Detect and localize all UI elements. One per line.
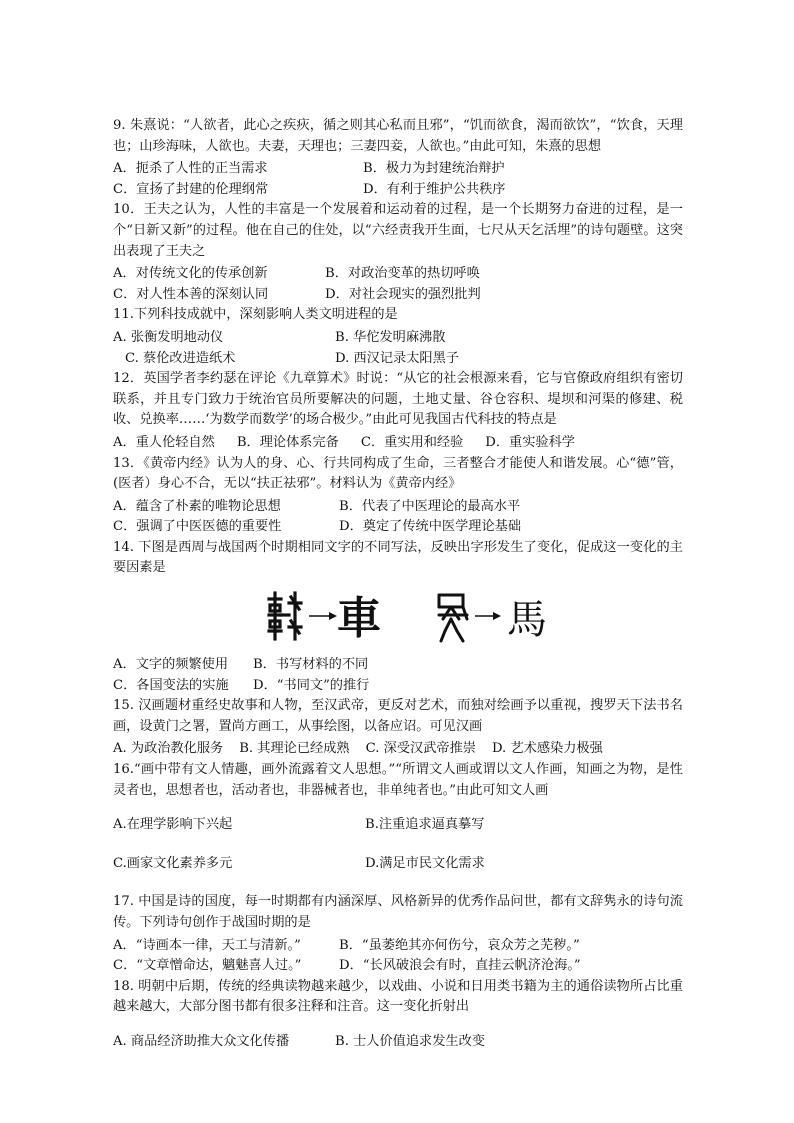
question-13 [113,454,683,538]
option-a[interactable]: A．文字的频繁使用 [113,657,229,673]
option-row [113,497,683,518]
question-12 [113,369,683,453]
option-a[interactable]: A．重人伦轻自然 [113,434,215,450]
option-a[interactable]: A. 为政治教化服务 [113,741,224,757]
option-row [113,159,683,180]
ancient-chariot-glyph [269,593,301,639]
option-b[interactable]: B．对政治变革的热切呼唤 [325,266,480,282]
option-c[interactable]: C.画家文化素养多元 [113,855,233,871]
option-b[interactable]: B．“虽萎绝其亦何伤兮，哀众芳之芜秽。” [339,937,580,953]
arrow-icon [475,612,501,620]
exam-page [113,116,683,1071]
question-stem: 17. 中国是诗的国度，每一时期都有内涵深厚、风格新异的优秀作品问世，都有文辞隽永的诗句流传。下列诗句创作于战国时期的是 [113,894,683,930]
option-d[interactable]: D．对社会现实的强烈批判 [325,286,481,302]
option-row [113,1032,683,1053]
question-stem: 18. 明朝中后期，传统的经典读物越来越少，以戏曲、小说和日用类书籍为主的通俗读物所占比重越来越大，大部分图书都有很多注释和注音。这一变化折射出 [113,978,683,1015]
question-11 [113,305,683,369]
question-stem: 12．英国学者李约瑟在评论《九章算术》时说：“从它的社会根源来看，它与官僚政府组织有密切联系，并且专门致力于统治官员所要解决的问题，土地丈量、谷仓容积、堤坝和河渠的修建、税收、兑换率……‘为数学而数学’的场合极少。”由此可见我国古代科技的特点是 [113,371,683,428]
option-c[interactable]: C．重实用和经验 [360,434,464,450]
option-c[interactable]: C．“文章憎命达，魑魅喜人过。” [113,958,302,974]
chariot-glyph-simplified: 車 [337,593,381,645]
question-stem: 10．王夫之认为，人性的丰富是一个发展着和运动着的过程，是一个长期努力奋进的过程，是一个“日新又新”的过程。他在自己的住处，以“六经责我开生面，七尺从天乞活埋”的诗句题壁。这突出表现了王夫之 [113,202,683,259]
option-d[interactable]: D.满足市民文化需求 [365,855,485,871]
option-row [113,739,683,760]
question-stem: 16.“画中带有文人情趣，画外流露着文人思想。”“所谓文人画或谓以文人作画，知画之为物，是性灵者也，思想者也，活动者也，非器械者也，非单纯者也。”由此可知文人画 [113,762,683,798]
option-c[interactable]: C. 蔡伦改进造纸术 [125,350,236,366]
horse-glyph-simplified: 馬 [507,597,547,644]
option-row [113,815,683,836]
option-row [113,655,683,676]
question-14 [113,538,683,696]
option-b[interactable]: B．理论体系完备 [236,434,339,450]
option-a[interactable]: A.在理学影响下兴起 [113,817,233,833]
option-d[interactable]: D．重实验科学 [485,434,575,450]
option-a[interactable]: A. 商品经济助推大众文化传播 [113,1033,290,1049]
option-c[interactable]: C. 深受汉武帝推崇 [365,741,476,757]
option-b[interactable]: B．极力为封建统治辩护 [363,161,505,177]
option-c[interactable]: C．宣扬了封建的伦理纲常 [113,181,269,197]
option-a[interactable]: A．对传统文化的传承创新 [113,266,268,282]
option-row [113,956,683,977]
arrow-icon [309,612,337,620]
option-row [113,936,683,957]
option-b[interactable]: B．书写材料的不同 [253,657,369,673]
option-b[interactable]: B. 其理论已经成熟 [239,741,350,757]
question-10 [113,200,683,305]
question-stem: 11.下列科技成就中，深刻影响人类文明进程的是 [113,307,398,323]
ancient-horse-glyph [439,595,467,641]
option-d[interactable]: D. 艺术感染力极强 [491,741,603,757]
option-row [113,517,683,538]
question-stem: 9. 朱熹说：“人欲者，此心之疾疢，循之则其心私而且邪”，“饥而欲食，渴而欲饮”，“饮食，天理也；山珍海味，人欲也。夫妻，天理也；三妻四妾，人欲也。”由此可知，朱熹的思想 [113,118,683,154]
option-row [113,264,683,285]
option-a[interactable]: A．“诗画本一律，天工与清新。” [113,937,301,953]
question-stem: 14. 下图是西周与战国两个时期相同文字的不同写法，反映出字形发生了变化，促成这一变化的主要因素是 [113,539,683,576]
option-c[interactable]: C．强调了中医医德的重要性 [113,519,282,535]
question-9 [113,116,683,200]
question-stem: 13．《黄帝内经》认为人的身、心、行共同构成了生命，三者整合才能使人和谐发展。心“德”管，(医者）身心不合，无以“扶正祛邪”。材料认为《黄帝内经》 [113,455,683,492]
question-17 [113,892,683,976]
option-c[interactable]: C．对人性本善的深刻认同 [113,286,269,302]
option-row [113,676,683,697]
option-c[interactable]: C．各国变法的实施 [113,677,229,693]
option-d[interactable]: D．“书同文”的推行 [253,677,370,693]
option-row [113,854,683,875]
option-b[interactable]: B.注重追求逼真摹写 [365,817,485,833]
option-row [113,349,683,370]
option-row [113,433,683,454]
option-b[interactable]: B．代表了中医理论的最高水平 [339,498,521,514]
option-d[interactable]: D. 西汉记录太阳黑子 [335,350,459,366]
option-a[interactable]: A. 张衡发明地动仪 [113,329,224,345]
option-a[interactable]: A．扼杀了人性的正当需求 [113,161,268,177]
option-b[interactable]: B. 士人价值追求发生改变 [335,1033,485,1049]
question-15 [113,696,683,760]
option-row [113,328,683,349]
question-16 [113,760,683,874]
option-d[interactable]: D．有利于维护公共秩序 [363,181,506,197]
option-row [113,285,683,306]
option-row [113,180,683,201]
option-d[interactable]: D．奠定了传统中医学理论基础 [339,519,522,535]
script-evolution-image [267,585,557,647]
script-evolution-figure [141,585,683,647]
question-18 [113,977,683,1053]
option-a[interactable]: A．蕴含了朴素的唯物论思想 [113,498,281,514]
option-b[interactable]: B. 华佗发明麻沸散 [335,329,446,345]
question-stem: 15. 汉画题材重经史故事和人物，至汉武帝，更反对艺术，而独对绘画予以重视，搜罗天下法书名画，设黄门之署，置尚方画工，从事绘图，以备应诏。可见汉画 [113,698,683,734]
option-d[interactable]: D．“长风破浪会有时，直挂云帆济沧海。” [339,958,581,974]
